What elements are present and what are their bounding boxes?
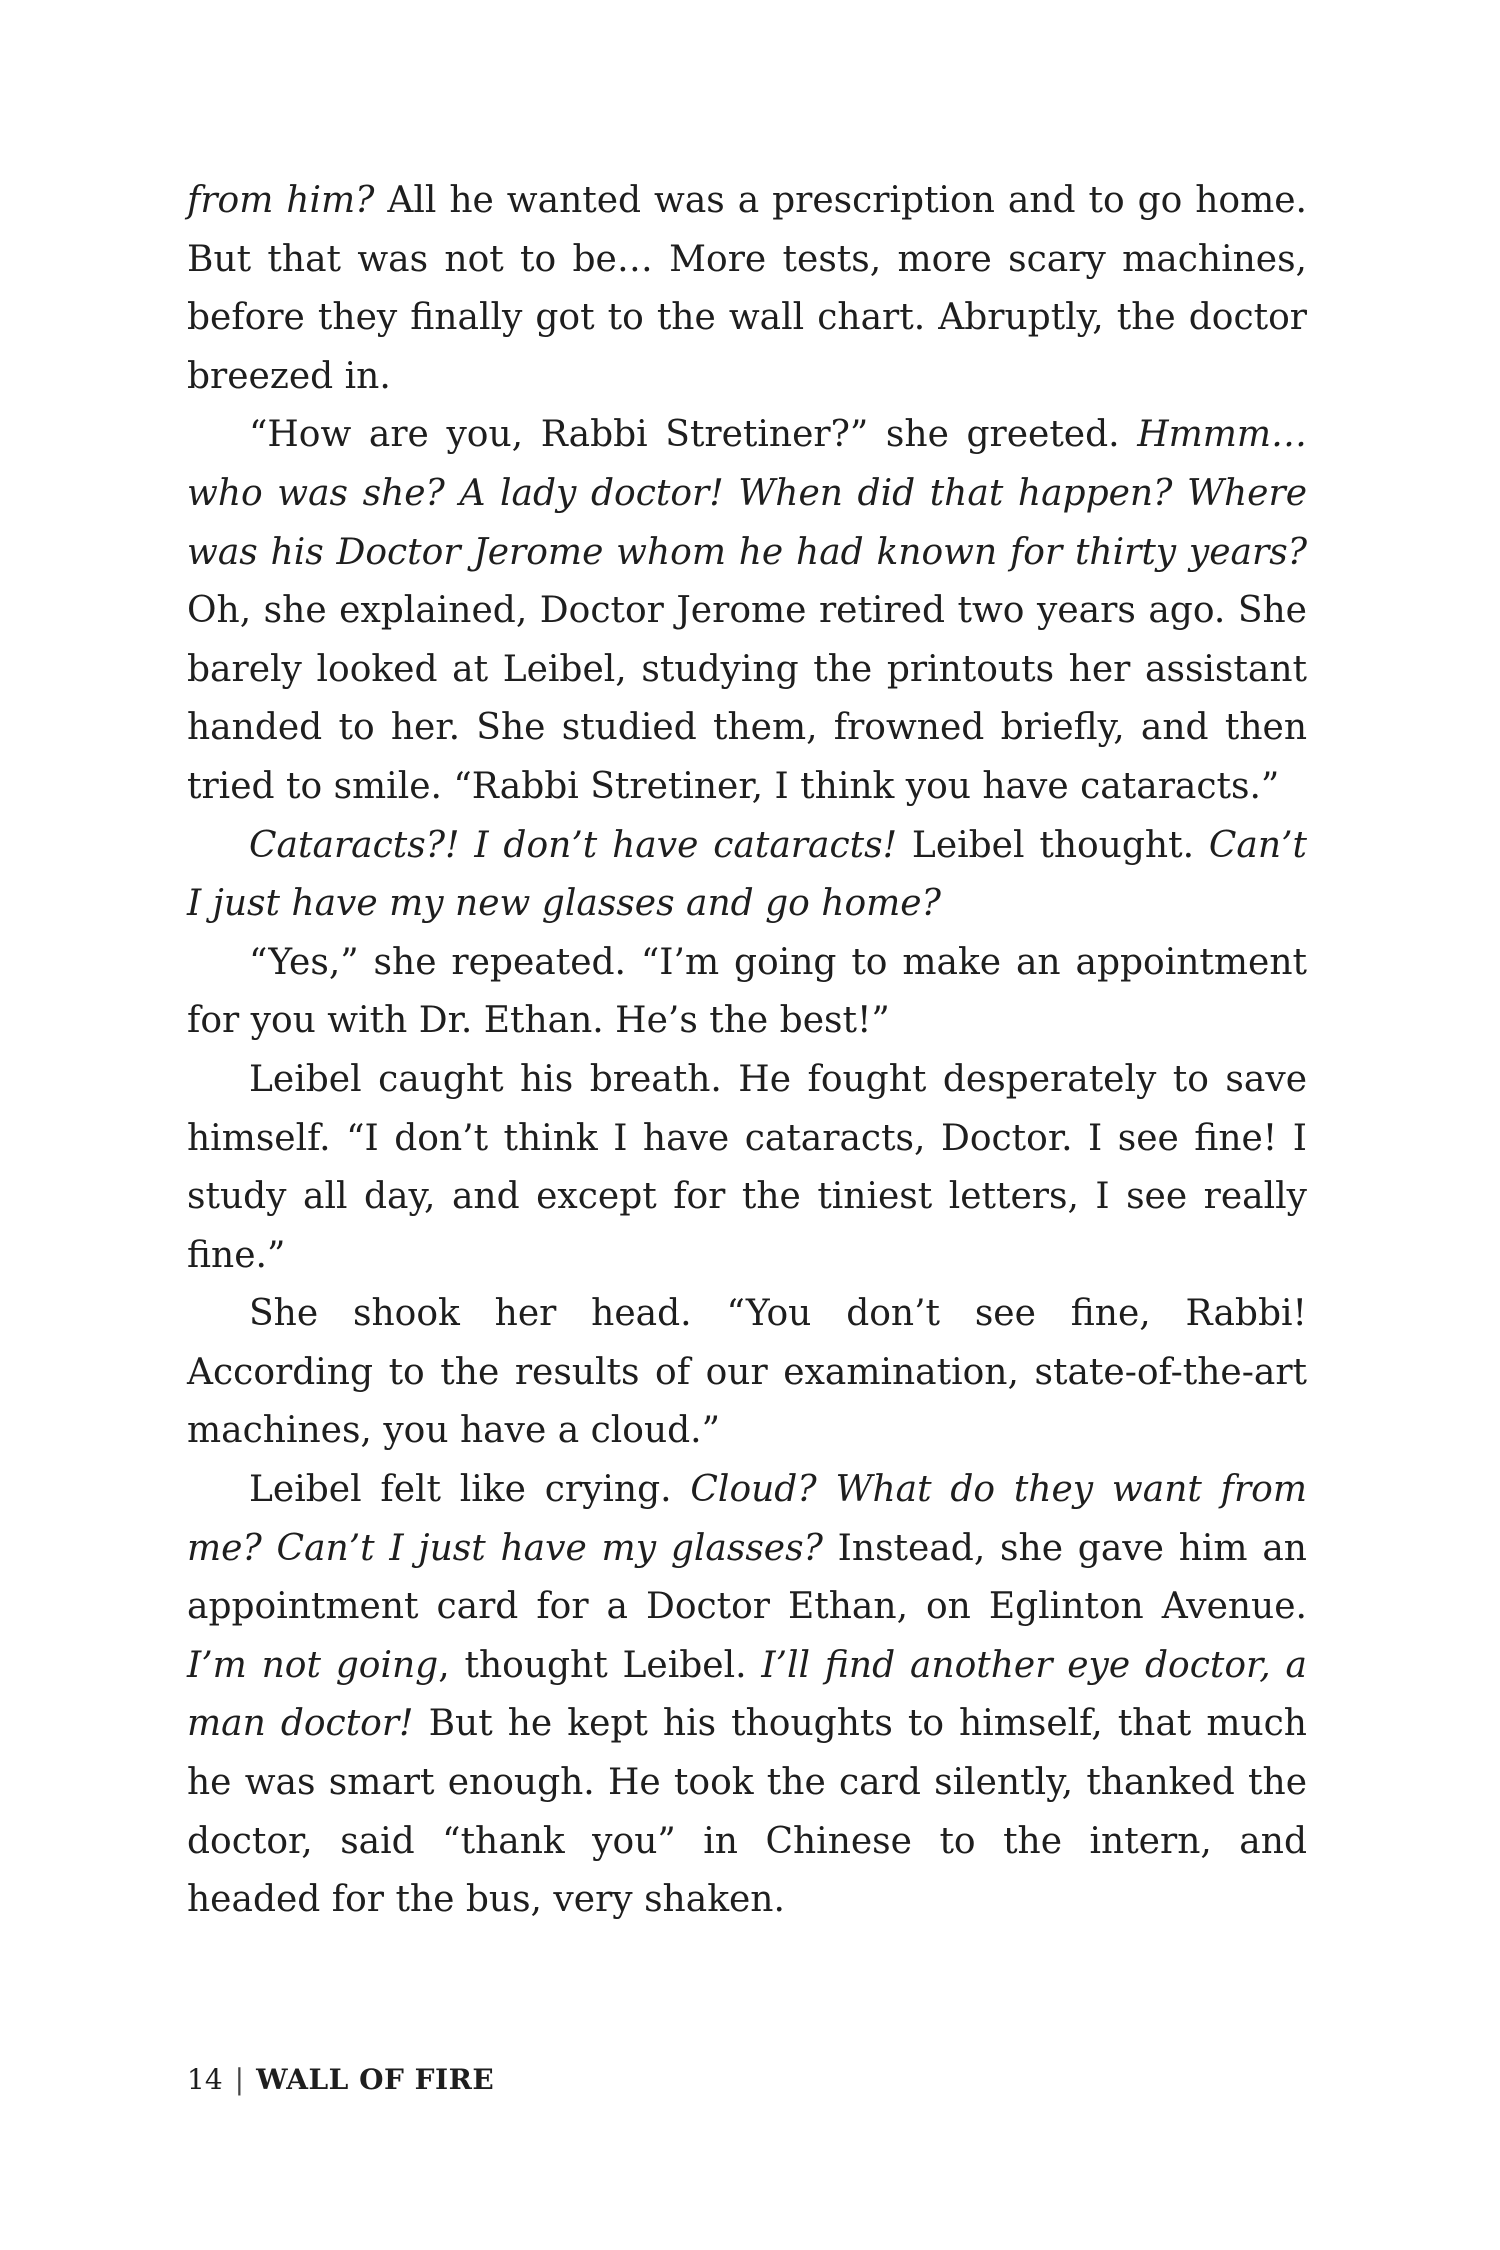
italic-text: Can’t I just have my new glasses and go home? xyxy=(187,824,1307,925)
paragraph xyxy=(187,406,1307,816)
italic-text: I’ll find another eye doctor, a man doctor! xyxy=(187,1644,1308,1745)
italic-text: Cloud? What do they want from me? Can’t I just have my glasses? xyxy=(187,1469,1307,1569)
text-run: Leibel thought. xyxy=(897,824,1209,866)
paragraph xyxy=(187,1051,1307,1285)
paragraph xyxy=(187,1285,1307,1461)
text-run: , thought Leibel. xyxy=(438,1644,762,1686)
paragraph xyxy=(187,934,1307,1051)
italic-text: from him? xyxy=(187,180,375,221)
book-title: WALL OF FIRE xyxy=(256,2063,495,2096)
text-run: Oh, she explained, Doctor Jerome retired two years ago. She barely looked at Leibel, studying the printouts her assistant handed to her. She studied them, frowned briefly, and then tried to smile. “Rabbi Stretiner, I think you have cataracts.” xyxy=(187,590,1307,807)
page-number: 14 xyxy=(187,2063,223,2096)
italic-text: Cataracts?! I don’t have cataracts! xyxy=(249,824,898,866)
italic-text: Hmmm…who was she? A lady doctor! When did that happen? Where was his Doctor Jerome whom he had known for thirty years? xyxy=(187,414,1307,573)
text-run: All he wanted was a prescription and to go home. But that was not to be… More tests, more scary machines, before they finally got to the wall chart. Abruptly, the doctor breezed in. xyxy=(187,180,1307,397)
text-run: Leibel caught his breath. He fought desperately to save himself. “I don’t think I have cataracts, Doctor. I see fine! I study all day, and except for the tiniest letters, I see really fine.” xyxy=(187,1058,1307,1276)
text-run: Leibel felt like crying. xyxy=(249,1469,691,1511)
text-run: “How are you, Rabbi Stretiner?” she greeted. xyxy=(249,414,1138,456)
text-run: She shook her head. “You don’t see fine, Rabbi! According to the results of our examination, state-of-the-art machines, you have a cloud.” xyxy=(187,1293,1307,1452)
italic-text: I’m not going xyxy=(187,1644,439,1686)
paragraph xyxy=(187,172,1307,406)
paragraph xyxy=(187,1461,1307,1930)
running-footer xyxy=(187,2062,494,2098)
text-run: Instead, she gave him an appointment card for a Doctor Ethan, on Eglinton Avenue. xyxy=(187,1527,1307,1628)
paragraph xyxy=(187,817,1307,934)
text-run: “Yes,” she repeated. “I’m going to make an appointment for you with Dr. Ethan. He’s the best!” xyxy=(187,941,1307,1042)
body-text xyxy=(187,172,1307,1930)
text-run: But he kept his thoughts to himself, that much he was smart enough. He took the card silently, thanked the doctor, said “thank you” in Chinese to the intern, and headed for the bus, very shaken. xyxy=(187,1703,1307,1921)
footer-separator: | xyxy=(234,2063,245,2096)
